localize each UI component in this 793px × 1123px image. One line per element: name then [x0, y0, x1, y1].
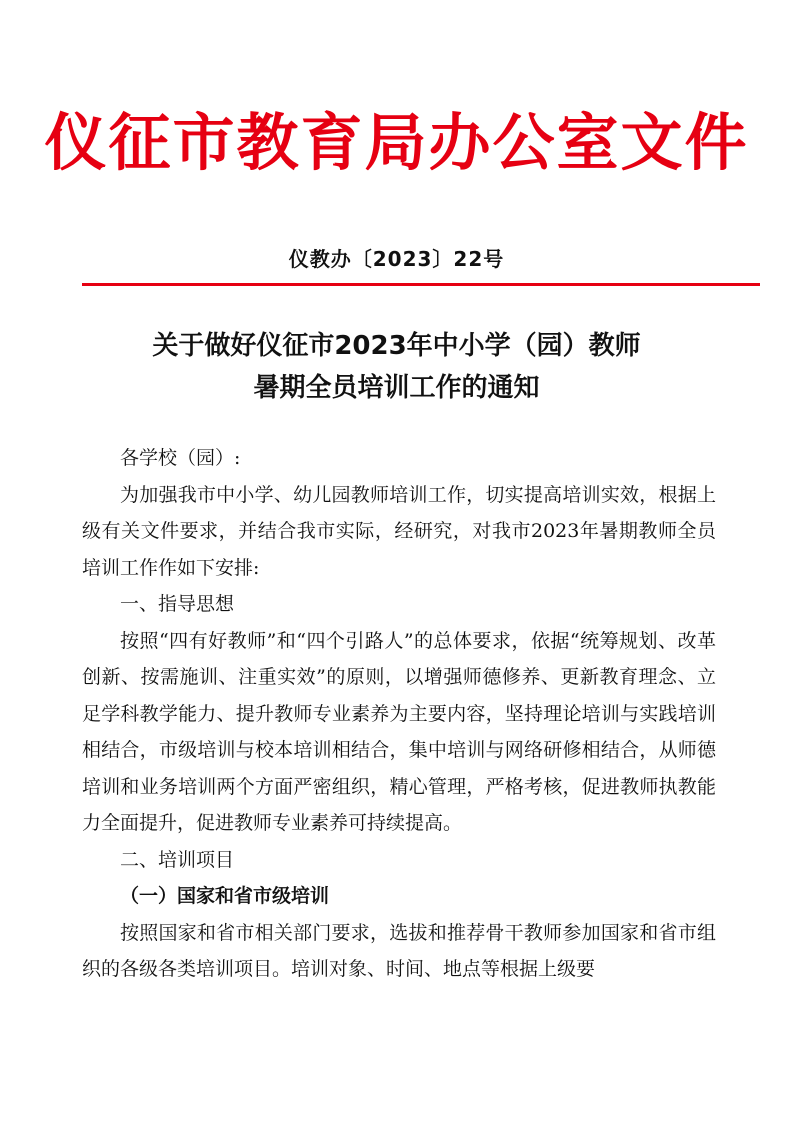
- salutation: 各学校（园）:: [120, 447, 241, 469]
- document-number: 仪教办〔2023〕22号: [288, 247, 505, 271]
- document-title-line-2: 暑期全员培训工作的通知: [253, 373, 540, 403]
- document-body: [82, 440, 716, 988]
- document-title-line-1: 关于做好仪征市2023年中小学（园）教师: [152, 331, 641, 361]
- intro-paragraph: 为加强我市中小学、幼儿园教师培训工作，切实提高培训实效，根据上级有关文件要求，并结合我市实际，经研究，对我市2023年暑期教师全员培训工作作如下安排:: [82, 483, 716, 579]
- section-paragraph-guiding-ideology: 按照“四有好教师”和“四个引路人”的总体要求，依据“统筹规划、改革创新、按需施训、注重实效”的原则，以增强师德修养、更新教育理念、立足学科教学能力、提升教师专业素养为主要内容，坚持理论培训与实践培训相结合，市级培训与校本培训相结合，集中培训与网络研修相结合，从师德培训和业务培训两个方面严密组织，精心管理，严格考核，促进教师执教能力全面提升，促进教师专业素养可持续提高。: [82, 629, 716, 834]
- section-heading-guiding-ideology: 一、指导思想: [120, 593, 235, 615]
- subsection-heading-national-provincial: （一）国家和省市级培训: [120, 885, 330, 907]
- issuer-masthead: 仪征市教育局办公室文件: [44, 106, 749, 179]
- subsection-paragraph-national-provincial: 按照国家和省市相关部门要求，选拔和推荐骨干教师参加国家和省市组织的各级各类培训项目。培训对象、时间、地点等根据上级要: [82, 921, 716, 980]
- red-divider-line: [82, 283, 760, 286]
- section-heading-training-projects: 二、培训项目: [120, 848, 235, 871]
